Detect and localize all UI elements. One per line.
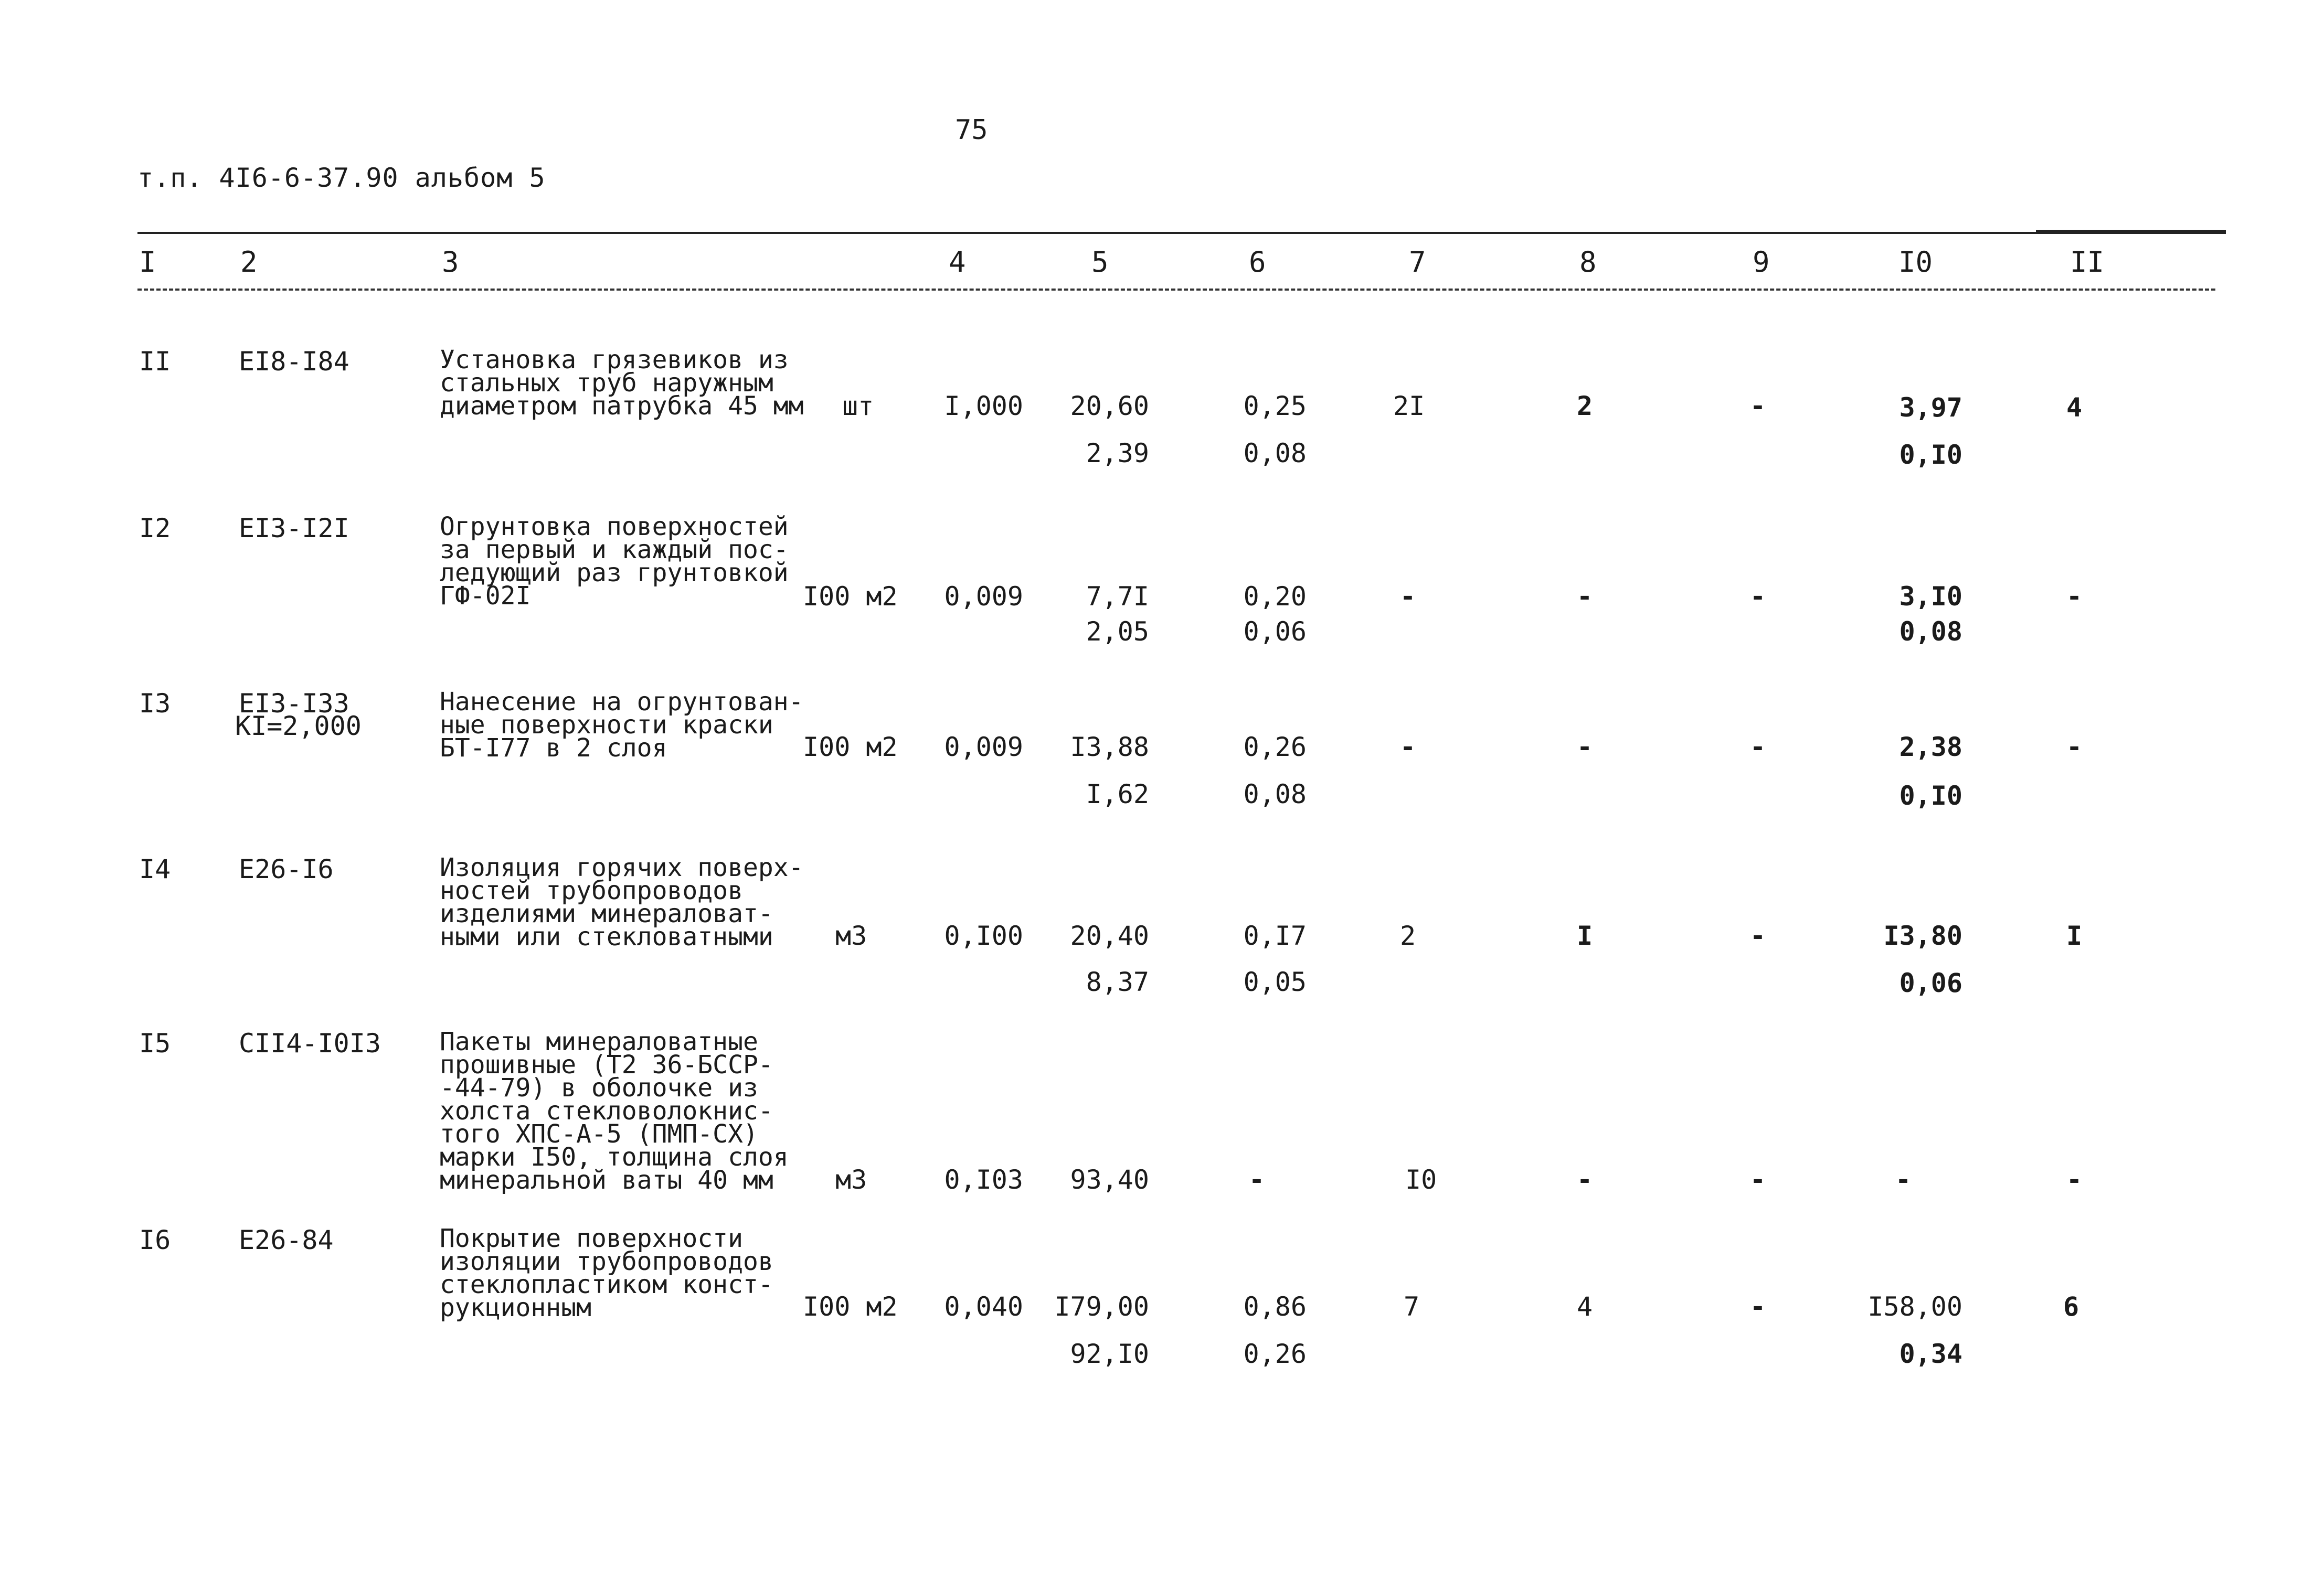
row-col5-sub: 92,I0 <box>1070 1339 1149 1369</box>
row-code: EI3-I2I <box>239 513 349 543</box>
row-col11: - <box>2066 581 2083 612</box>
row-col8: - <box>1577 1165 1593 1195</box>
table-top-rule <box>137 232 2226 234</box>
row-col6-sub: 0,05 <box>1243 967 1307 997</box>
row-description: Нанесение на огрунтован- ные поверхности краски БТ-I77 в 2 слоя <box>440 687 804 763</box>
row-col9: - <box>1750 921 1766 951</box>
row-col8: I <box>1577 921 1593 951</box>
row-col5-main: 7,7I <box>1086 581 1149 612</box>
row-code: EI8-I84 <box>239 346 349 377</box>
row-col10-sub: 0,08 <box>1899 616 1962 647</box>
row-col7: 7 <box>1404 1291 1420 1322</box>
row-col6-sub: 0,06 <box>1243 616 1307 647</box>
row-number: I2 <box>139 513 171 543</box>
row-col6-sub: 0,26 <box>1243 1339 1307 1369</box>
row-col5-sub: 2,39 <box>1086 438 1149 468</box>
row-col10-sub: 0,06 <box>1899 968 1962 998</box>
row-quantity: I,000 <box>944 391 1023 421</box>
row-description: Покрытие поверхности изоляции трубопроводов стеклопластиком конст- рукционным <box>440 1224 773 1322</box>
row-description: Изоляция горячих поверх- ностей трубопроводов изделиями минераловат- ными или стекловатными <box>440 853 804 952</box>
row-col5-main: I79,00 <box>1054 1291 1149 1322</box>
row-code: E26-84 <box>239 1225 334 1255</box>
row-col8: 2 <box>1577 391 1593 421</box>
row-col8: - <box>1577 581 1593 612</box>
column-header-1: I <box>139 245 156 279</box>
row-col5-main: 93,40 <box>1070 1165 1149 1195</box>
row-col6-main: 0,I7 <box>1243 921 1307 951</box>
column-header-5: 5 <box>1091 245 1109 279</box>
row-description: Установка грязевиков из стальных труб наружным диаметром патрубка 45 мм <box>440 345 804 421</box>
row-number: I6 <box>139 1225 171 1255</box>
row-code: CII4-I0I3 <box>239 1028 381 1059</box>
column-header-6: 6 <box>1249 245 1266 279</box>
row-col10-main: - <box>1895 1165 1912 1195</box>
row-col10-main: I58,00 <box>1867 1291 1962 1322</box>
row-quantity: 0,040 <box>944 1291 1023 1322</box>
row-col7: 2I <box>1393 391 1425 421</box>
row-col6-main: 0,25 <box>1243 391 1307 421</box>
row-quantity: 0,009 <box>944 581 1023 612</box>
row-coefficient: КI=2,000 <box>235 711 362 741</box>
row-col11: I <box>2066 921 2083 951</box>
row-col8: 4 <box>1577 1291 1593 1322</box>
row-number: II <box>139 346 171 377</box>
column-header-7: 7 <box>1409 245 1426 279</box>
row-col7: I0 <box>1405 1165 1437 1195</box>
row-col10-main: 2,38 <box>1899 732 1962 762</box>
row-col9: - <box>1750 581 1766 612</box>
row-col11: 6 <box>2063 1291 2079 1322</box>
table-top-rule-thick <box>2036 230 2226 234</box>
row-col5-sub: I,62 <box>1086 779 1149 809</box>
row-col5-main: I3,88 <box>1070 732 1149 762</box>
row-number: I3 <box>139 688 171 719</box>
row-col5-sub: 2,05 <box>1086 616 1149 647</box>
row-col7: - <box>1400 581 1416 612</box>
row-col5-main: 20,60 <box>1070 391 1149 421</box>
column-header-10: I0 <box>1898 245 1933 279</box>
column-header-2: 2 <box>240 245 258 279</box>
row-col11: 4 <box>2066 392 2083 423</box>
row-unit: I00 м2 <box>803 581 898 612</box>
column-header-9: 9 <box>1753 245 1770 279</box>
row-col6-main: 0,26 <box>1243 732 1307 762</box>
row-col7: - <box>1400 732 1416 762</box>
column-header-11: II <box>2070 245 2105 279</box>
row-unit: шт <box>842 391 874 421</box>
row-col10-main: I3,80 <box>1883 921 1962 951</box>
row-quantity: 0,I00 <box>944 921 1023 951</box>
row-col11: - <box>2066 732 2083 762</box>
row-col11: - <box>2066 1165 2083 1195</box>
row-code: E26-I6 <box>239 854 334 884</box>
row-col8: - <box>1577 732 1593 762</box>
row-col9: - <box>1750 732 1766 762</box>
document-reference: т.п. 4I6-6-37.90 альбом 5 <box>137 163 546 193</box>
row-code: EI3-I33 <box>239 688 349 719</box>
column-header-4: 4 <box>949 245 966 279</box>
row-col10-sub: 0,I0 <box>1899 440 1962 470</box>
row-col10-sub: 0,I0 <box>1899 781 1962 811</box>
table-header-rule <box>137 289 2215 291</box>
row-col6-main: 0,20 <box>1243 581 1307 612</box>
row-number: I4 <box>139 854 171 884</box>
row-col5-sub: 8,37 <box>1086 967 1149 997</box>
row-col7: 2 <box>1400 921 1416 951</box>
row-number: I5 <box>139 1028 171 1059</box>
row-col10-main: 3,I0 <box>1899 581 1962 612</box>
column-header-3: 3 <box>442 245 459 279</box>
row-col10-main: 3,97 <box>1899 392 1962 423</box>
column-header-8: 8 <box>1579 245 1597 279</box>
row-unit: I00 м2 <box>803 1291 898 1322</box>
row-col9: - <box>1750 391 1766 421</box>
row-col6-main: - <box>1249 1165 1265 1195</box>
row-unit: м3 <box>835 1165 867 1195</box>
row-description: Огрунтовка поверхностей за первый и каждый пос- ледующий раз грунтовкой ГФ-02I <box>440 512 789 611</box>
row-col9: - <box>1750 1165 1766 1195</box>
row-description: Пакеты минераловатные прошивные (Т2 36-БССР- -44-79) в оболочке из холста стекловолокнис- того ХПС-А-5 (ПМП-СХ) марки I50, толщина слоя минеральной ваты 40 мм <box>440 1027 789 1195</box>
row-quantity: 0,009 <box>944 732 1023 762</box>
row-col6-main: 0,86 <box>1243 1291 1307 1322</box>
row-col9: - <box>1750 1291 1766 1322</box>
row-col5-main: 20,40 <box>1070 921 1149 951</box>
row-col6-sub: 0,08 <box>1243 779 1307 809</box>
row-col10-sub: 0,34 <box>1899 1339 1962 1369</box>
row-unit: I00 м2 <box>803 732 898 762</box>
page-number: 75 <box>955 114 988 146</box>
row-col6-sub: 0,08 <box>1243 438 1307 468</box>
row-quantity: 0,I03 <box>944 1165 1023 1195</box>
row-unit: м3 <box>835 921 867 951</box>
